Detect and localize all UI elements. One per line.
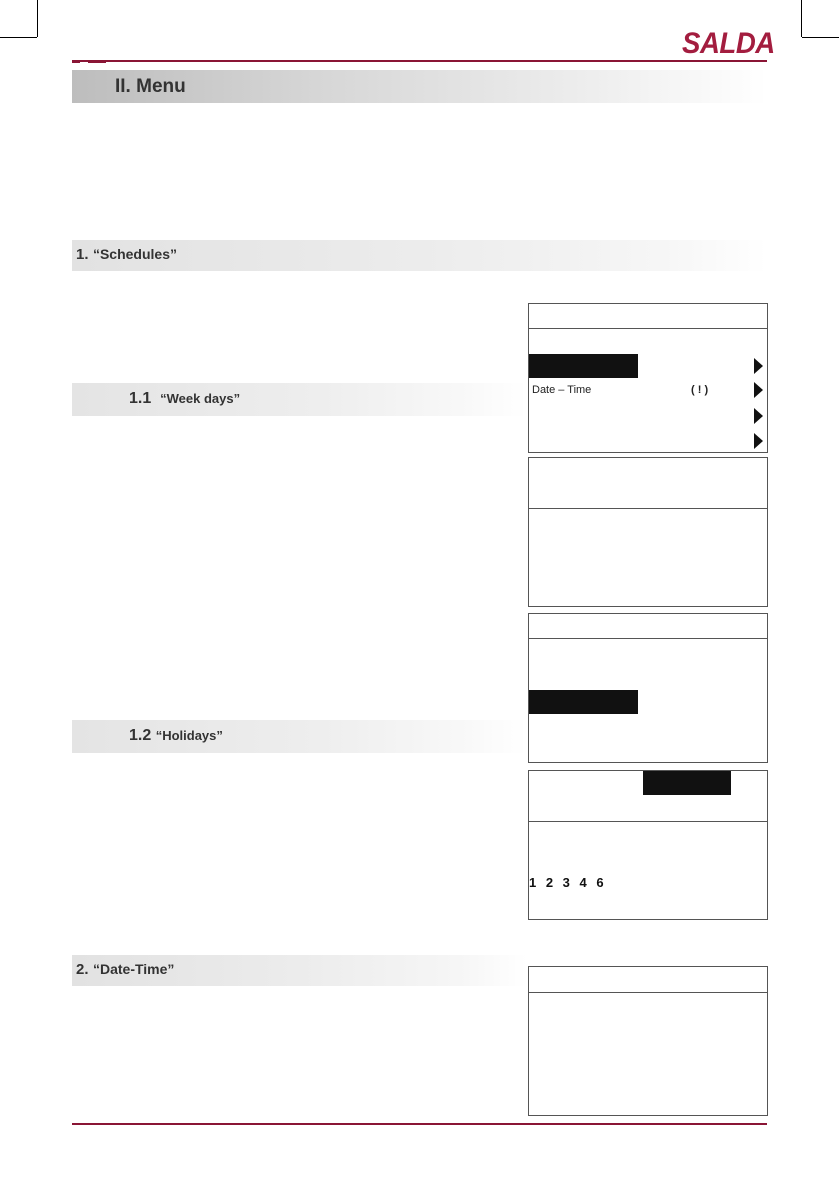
screen-divider: [529, 508, 767, 509]
arrow-right-icon[interactable]: [754, 358, 763, 374]
footer-rule: [72, 1123, 767, 1125]
subsection-title: “Week days”: [160, 391, 241, 406]
subsection-number: 1.2: [129, 727, 152, 744]
arrow-right-icon[interactable]: [754, 433, 763, 449]
page-title: II. Menu: [115, 76, 186, 97]
warning-indicator: ( ! ): [691, 384, 709, 396]
screen-divider: [529, 638, 767, 639]
screen-divider: [529, 821, 767, 822]
subsection-heading: [129, 727, 223, 745]
week-days-screen: [528, 457, 768, 607]
crop-mark: [37, 0, 38, 37]
subsection-heading: [129, 390, 240, 408]
subsection-holidays: [72, 720, 527, 753]
salda-logo: SALDA: [682, 27, 775, 60]
holidays-list-screen: [528, 613, 768, 763]
section-number: 1.: [76, 246, 89, 263]
header-tick: [72, 60, 80, 63]
crop-mark: [0, 37, 37, 38]
screen-divider: [529, 992, 767, 993]
section-date-time: [72, 955, 527, 986]
header-rule: [72, 60, 767, 62]
header-field-selected[interactable]: [643, 771, 731, 795]
screen-divider: [529, 328, 767, 329]
arrow-right-icon[interactable]: [754, 382, 763, 398]
section-heading: [76, 961, 174, 979]
crop-mark: [801, 0, 802, 37]
subsection-title: “Holidays”: [155, 728, 223, 743]
menu-item-date-time[interactable]: Date – Time: [532, 384, 592, 396]
header-tick: [88, 60, 106, 63]
crop-mark: [802, 37, 839, 38]
page-title-banner: [72, 70, 767, 103]
section-heading: [76, 246, 177, 264]
holiday-edit-screen: [528, 770, 768, 920]
section-title: “Schedules”: [92, 246, 177, 262]
subsection-week-days: [72, 383, 527, 416]
day-digits[interactable]: 1 2 3 4 6: [529, 875, 607, 890]
date-time-screen: [528, 966, 768, 1116]
list-item-selected[interactable]: [529, 690, 638, 714]
arrow-right-icon[interactable]: [754, 408, 763, 424]
section-schedules: [72, 240, 767, 271]
subsection-number: 1.1: [129, 390, 152, 407]
section-number: 2.: [76, 961, 89, 978]
menu-item-selected[interactable]: [529, 354, 638, 378]
menu-screen: [528, 303, 768, 453]
section-title: “Date-Time”: [92, 961, 175, 977]
